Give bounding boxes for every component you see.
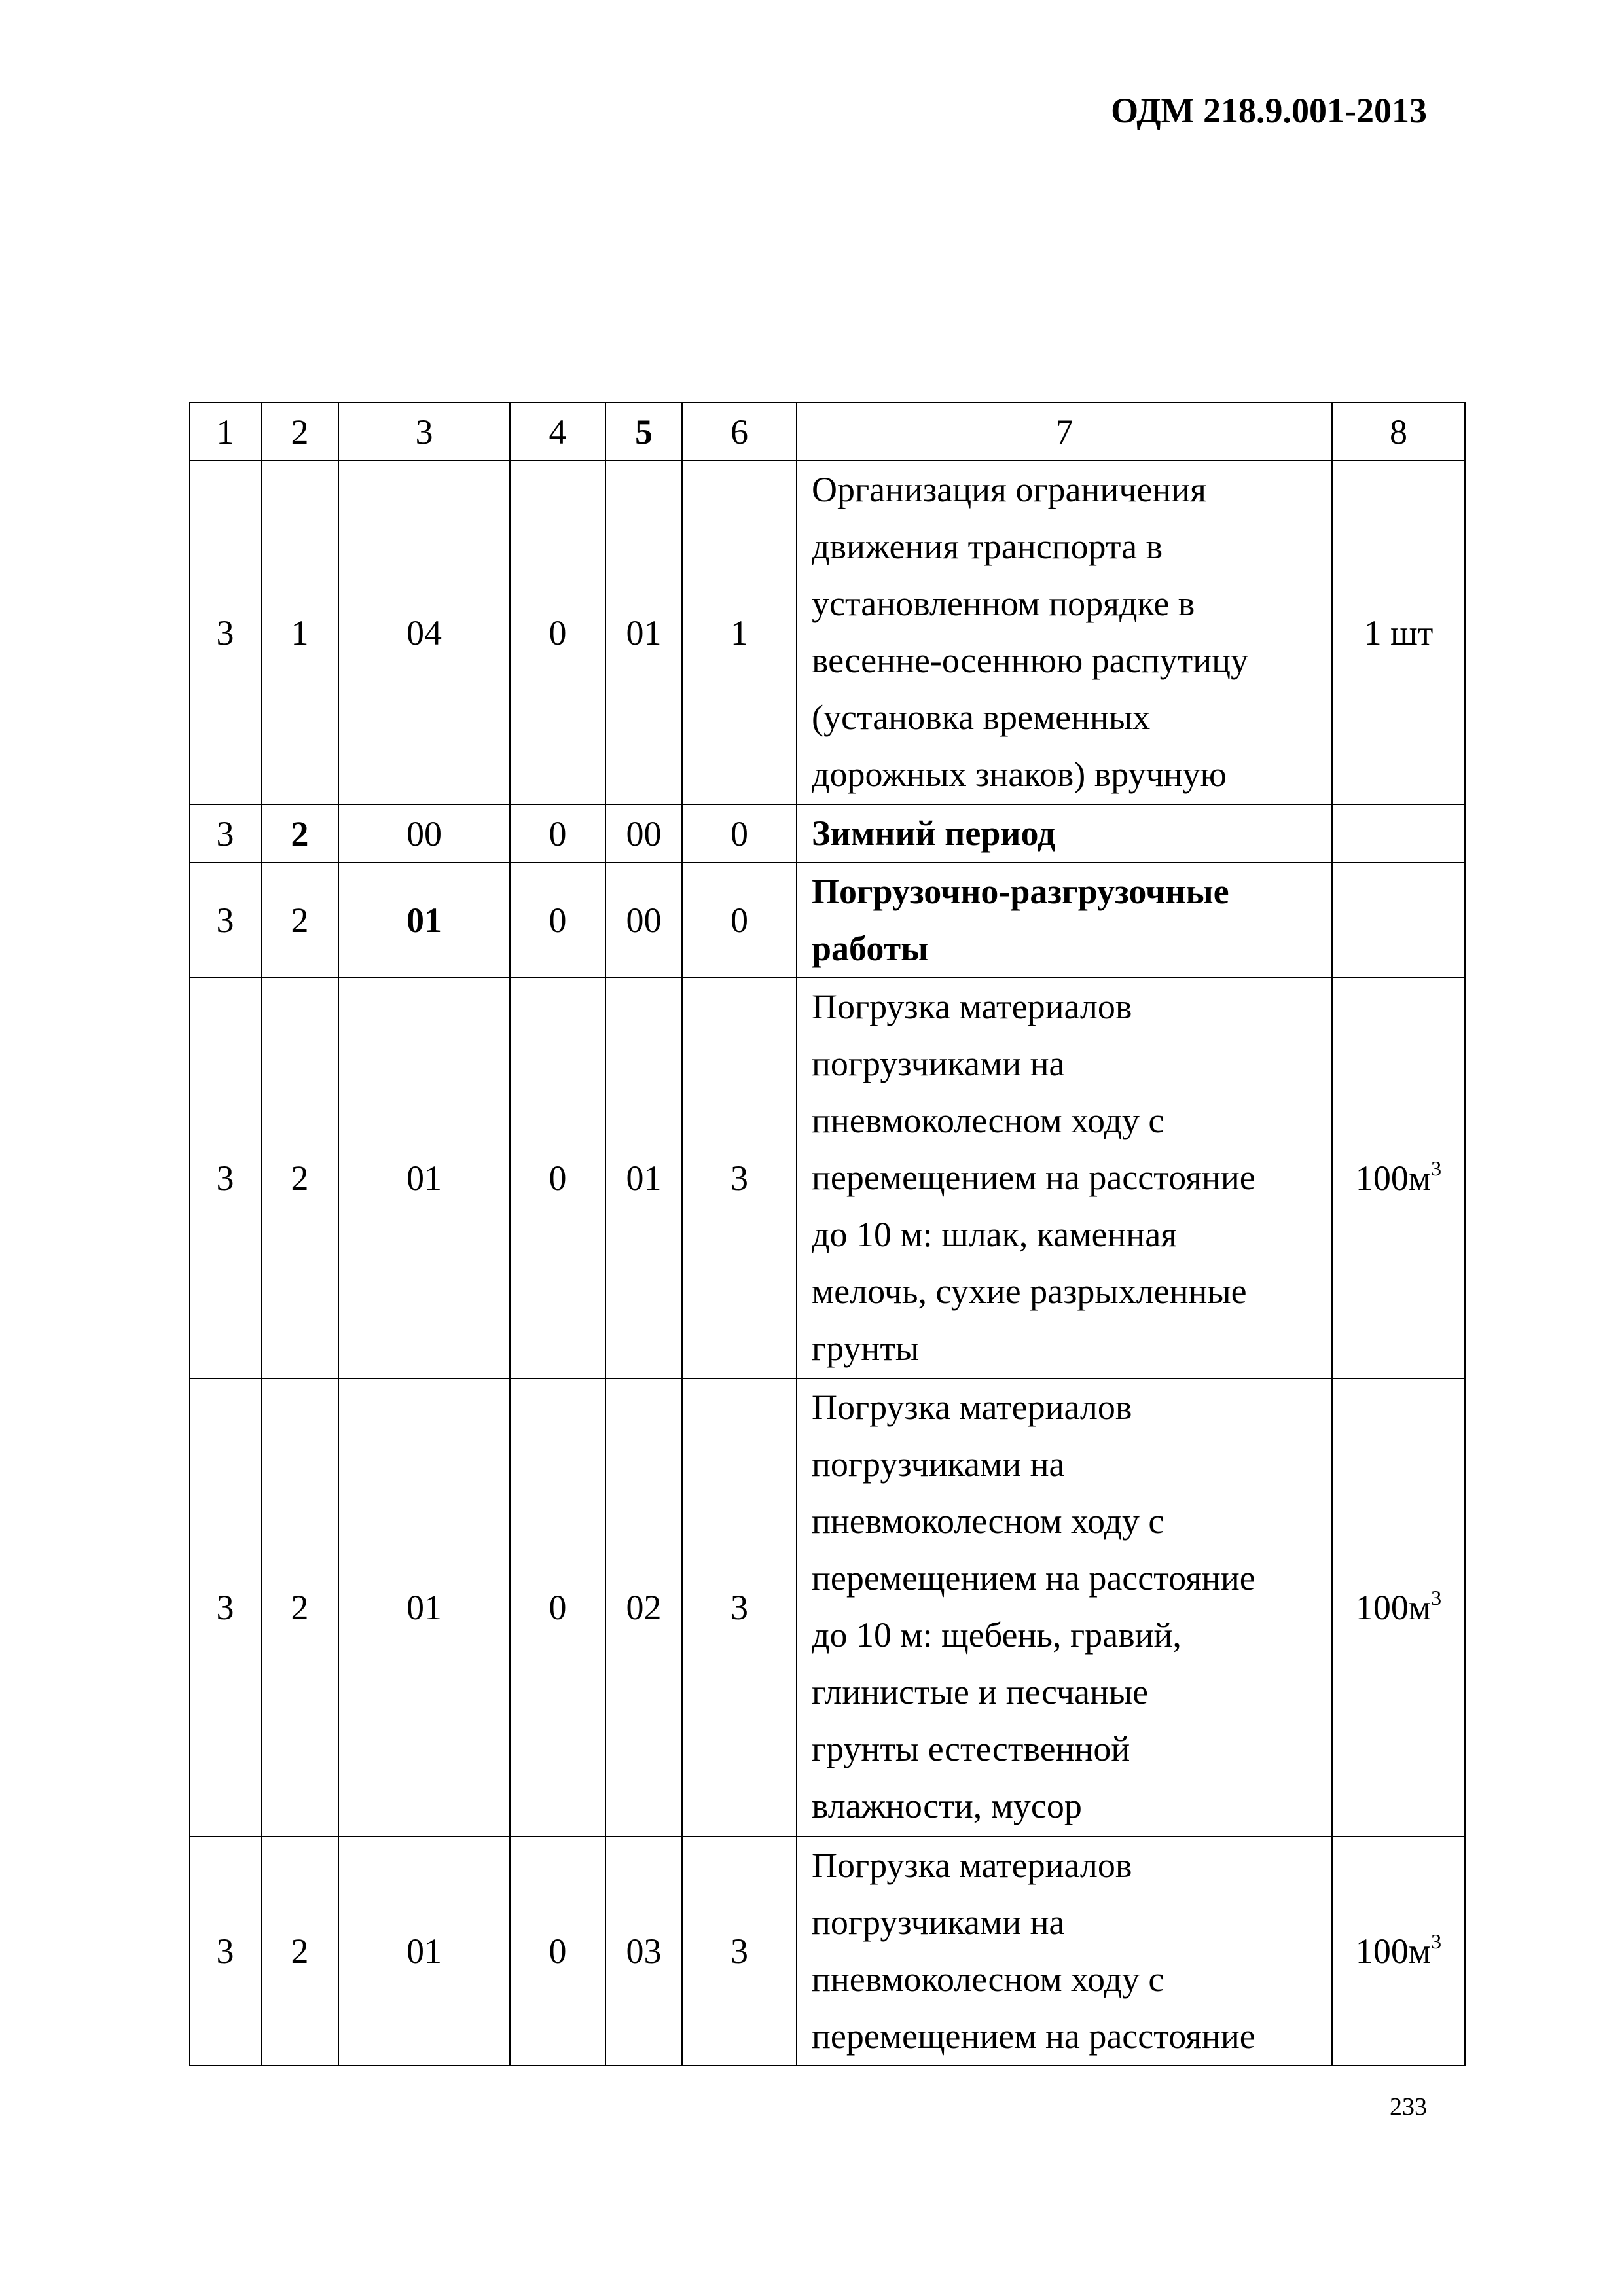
description-line: Погрузка материалов [812,1388,1132,1427]
table-row [189,804,1465,863]
code-cell: 2 [261,804,338,863]
code-cell: 2 [261,1378,338,1837]
description-line: Погрузочно-разгрузочные [812,872,1229,911]
description-line: до 10 м: щебень, гравий, [812,1615,1182,1655]
description-line: перемещением на расстояние [812,1558,1255,1598]
unit-cell [1332,978,1465,1378]
description-line: до 10 м: шлак, каменная [812,1215,1178,1254]
code-cell: 2 [261,978,338,1378]
description-line: Погрузка материалов [812,1846,1132,1885]
code-cell: 0 [510,804,605,863]
column-header: 6 [682,403,797,461]
page-number: 233 [1390,2093,1427,2121]
unit-value: 100м [1355,1931,1432,1971]
code-cell: 3 [189,461,261,804]
code-cell: 3 [189,1378,261,1837]
table-row [189,1378,1465,1837]
description-line: погрузчиками на [812,1044,1065,1083]
description-cell [797,863,1332,978]
column-header: 4 [510,403,605,461]
code-cell: 04 [338,461,510,804]
description-line: Зимний период [812,814,1056,853]
code-cell: 0 [510,461,605,804]
code-cell: 3 [682,1378,797,1837]
unit-exponent: 3 [1431,1929,1442,1953]
unit-cell [1332,1837,1465,2066]
description-line: пневмоколесном ходу с [812,1101,1164,1140]
description-line: погрузчиками на [812,1444,1065,1484]
column-header: 3 [338,403,510,461]
code-cell: 1 [261,461,338,804]
column-header: 5 [605,403,682,461]
code-cell: 0 [682,804,797,863]
description-cell [797,804,1332,863]
description-line: (установка временных [812,698,1151,737]
code-cell: 3 [189,978,261,1378]
code-cell: 01 [338,1378,510,1837]
description-line: работы [812,929,929,968]
code-cell: 0 [510,1378,605,1837]
document-code: ОДМ 218.9.001-2013 [1111,91,1427,130]
description-line: движения транспорта в [812,527,1163,566]
description-cell [797,978,1332,1378]
description-line: Организация ограничения [812,470,1207,509]
description-line: грунты [812,1329,920,1368]
description-cell [797,1378,1332,1837]
description-line: перемещением на расстояние [812,2017,1255,2056]
column-header: 2 [261,403,338,461]
table-header-row [189,403,1465,461]
description-cell [797,461,1332,804]
code-cell: 2 [261,1837,338,2066]
code-cell: 00 [605,863,682,978]
code-cell: 0 [510,978,605,1378]
code-cell: 00 [605,804,682,863]
classifier-table [189,402,1466,2066]
code-cell: 01 [338,863,510,978]
table-row [189,863,1465,978]
description-line: мелочь, сухие разрыхленные [812,1272,1247,1311]
code-cell: 3 [682,1837,797,2066]
code-cell: 01 [605,461,682,804]
table-row [189,461,1465,804]
code-cell: 3 [189,1837,261,2066]
unit-value: 100м [1355,1158,1432,1198]
unit-cell [1332,461,1465,804]
code-cell: 2 [261,863,338,978]
description-cell [797,1837,1332,2066]
unit-cell [1332,1378,1465,1837]
code-cell: 02 [605,1378,682,1837]
code-cell: 3 [682,978,797,1378]
code-cell: 01 [338,978,510,1378]
unit-exponent: 3 [1431,1586,1442,1609]
code-cell: 3 [189,804,261,863]
code-cell: 1 [682,461,797,804]
code-cell: 0 [510,1837,605,2066]
table-row [189,978,1465,1378]
code-cell: 01 [605,978,682,1378]
unit-value: 100м [1355,1588,1432,1627]
code-cell: 3 [189,863,261,978]
code-cell: 01 [338,1837,510,2066]
code-cell: 0 [510,863,605,978]
description-line: весенне-осеннюю распутицу [812,641,1248,680]
code-cell: 00 [338,804,510,863]
description-line: перемещением на расстояние [812,1158,1255,1197]
description-line: погрузчиками на [812,1903,1065,1942]
unit-cell [1332,804,1465,863]
description-line: пневмоколесном ходу с [812,1501,1164,1541]
column-header: 7 [797,403,1332,461]
description-line: Погрузка материалов [812,987,1132,1026]
table-row [189,1837,1465,2066]
unit-exponent: 3 [1431,1157,1442,1180]
column-header: 1 [189,403,261,461]
unit-cell [1332,863,1465,978]
description-line: пневмоколесном ходу с [812,1960,1164,1999]
description-line: дорожных знаков) вручную [812,755,1227,794]
column-header: 8 [1332,403,1465,461]
code-cell: 0 [682,863,797,978]
unit-value: 1 шт [1363,613,1434,653]
description-line: установленном порядке в [812,584,1195,623]
description-line: влажности, мусор [812,1786,1082,1825]
description-line: глинистые и песчаные [812,1672,1149,1712]
description-line: грунты естественной [812,1729,1130,1768]
code-cell: 03 [605,1837,682,2066]
